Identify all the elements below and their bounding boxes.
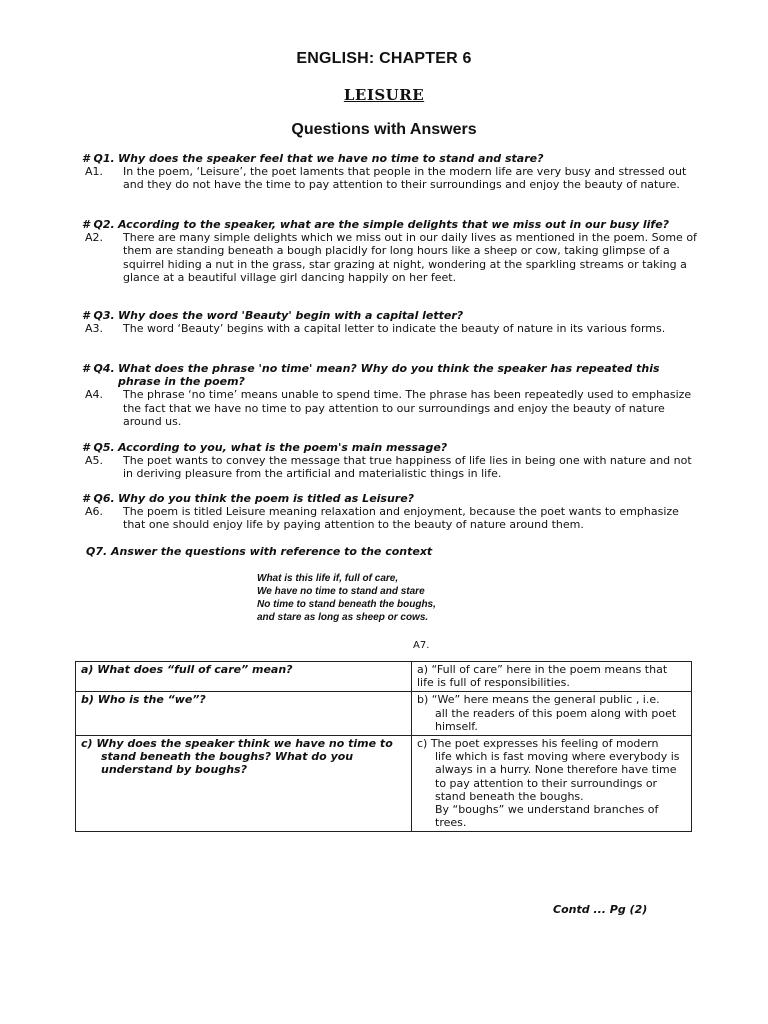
question-text: According to the speaker, what are the simple delights that we miss out in our busy life? [118, 218, 670, 231]
context-qa-table [75, 661, 692, 832]
question-mark: # Q2. [82, 218, 115, 231]
answer-7-label: A7. [413, 640, 430, 651]
table-question-text: b) Who is the “we”? [81, 693, 206, 707]
table-answer-text: all the readers of this poem along with poet himself. [435, 706, 677, 733]
table-answer-text: c) The poet expresses his feeling of modern [417, 737, 659, 751]
page-title: ENGLISH: CHAPTER 6 [296, 50, 472, 67]
table-answer-text: b) “We” here means the general public , i.e. [417, 693, 660, 707]
question-mark: # Q4. [82, 362, 115, 375]
question-mark: # Q5. [82, 441, 115, 454]
table-answer-cell [412, 662, 692, 692]
answer-text: The word ‘Beauty’ begins with a capital letter to indicate the beauty of nature in its various forms. [123, 322, 666, 336]
table-question-text: c) Why does the speaker think we have no time to stand beneath the boughs? What do you understand by boughs? [81, 737, 393, 777]
section-heading: Questions with Answers [291, 121, 477, 138]
answer-text: The poem is titled Leisure meaning relaxation and enjoyment, because the poet wants to emphasize that one should enjoy life by paying attention to the beauty of nature around them. [123, 505, 679, 532]
answer-1 [85, 165, 702, 191]
question-mark: # Q3. [82, 309, 115, 322]
answer-number: A2. [85, 231, 104, 245]
answer-number: A6. [85, 505, 104, 519]
qa-block-6 [82, 492, 702, 532]
question-text: According to you, what is the poem's main message? [118, 441, 448, 454]
question-4 [82, 362, 702, 388]
question-2 [82, 218, 702, 231]
answer-number: A1. [85, 165, 104, 179]
question-text: Why do you think the poem is titled as Leisure? [118, 492, 415, 505]
poem-excerpt [257, 572, 436, 624]
table-answer-text: By “boughs” we understand branches of trees. [435, 803, 659, 830]
answer-3 [85, 322, 702, 335]
table-question-text: a) What does “full of care” mean? [81, 663, 293, 676]
poem-line: What is this life if, full of care, [257, 573, 399, 584]
question-3 [82, 309, 702, 322]
question-6 [82, 492, 702, 505]
continued-note: Contd ... Pg (2) [553, 903, 648, 916]
answer-text: The phrase ‘no time’ means unable to spend time. The phrase has been repeatedly used to emphasize the fact that we have no time to pay attention to our surroundings and enjoy the beauty of nature around us. [123, 388, 692, 428]
table-answer-cell [412, 736, 692, 832]
answer-number: A3. [85, 322, 104, 336]
question-text: What does the phrase 'no time' mean? Why do you think the speaker has repeated this phrase in the poem? [118, 362, 660, 389]
poem-line: and stare as long as sheep or cows. [257, 612, 429, 623]
question-1 [82, 152, 702, 165]
answer-5 [85, 454, 702, 480]
question-7: Q7. Answer the questions with reference to the context [86, 545, 433, 558]
table-answer-text: life which is fast moving where everybody is always in a hurry. None therefore have time to pay attention to their surroundings or stand beneath the boughs. [435, 750, 680, 803]
question-mark: # Q6. [82, 492, 115, 505]
answer-text: The poet wants to convey the message that true happiness of life lies in being one with nature and not in deriving pleasure from the artificial and materialistic things in life. [123, 454, 692, 481]
table-question-cell [76, 692, 412, 736]
answer-4 [85, 388, 702, 428]
table-answer-cell [412, 692, 692, 736]
answer-text: In the poem, ‘Leisure’, the poet laments that people in the modern life are very busy and stressed out and they do not have the time to pay attention to their surroundings and enjoy the beauty of nature. [123, 165, 687, 192]
answer-number: A4. [85, 388, 104, 402]
poem-title: LEISURE [343, 86, 425, 104]
table-question-cell [76, 736, 412, 832]
qa-block-1 [82, 152, 702, 192]
qa-block-5 [82, 441, 702, 481]
table-row [76, 662, 692, 692]
question-text: Why does the speaker feel that we have no time to stand and stare? [118, 152, 544, 165]
table-row [76, 736, 692, 832]
answer-text: There are many simple delights which we miss out in our daily lives as mentioned in the poem. Some of them are standing beneath a bough placidly for long hours like a sheep or cow, taking glimpse of a squirrel hiding a nut in the grass, star grazing at night, wondering at the sparkling streams or taking a glance at a beautiful village girl dancing happily on her feet. [123, 231, 697, 284]
answer-2 [85, 231, 702, 284]
qa-block-4 [82, 362, 702, 428]
answer-6 [85, 505, 702, 531]
table-answer-text: a) “Full of care” here in the poem means that life is full of responsibilities. [417, 663, 668, 690]
answer-number: A5. [85, 454, 104, 468]
question-5 [82, 441, 702, 454]
qa-block-2 [82, 218, 702, 284]
table-row [76, 692, 692, 736]
qa-block-3 [82, 309, 702, 335]
question-mark: # Q1. [82, 152, 115, 165]
poem-line: No time to stand beneath the boughs, [257, 599, 436, 610]
poem-line: We have no time to stand and stare [257, 586, 425, 597]
table-question-cell [76, 662, 412, 692]
question-text: Why does the word 'Beauty' begin with a capital letter? [118, 309, 464, 322]
